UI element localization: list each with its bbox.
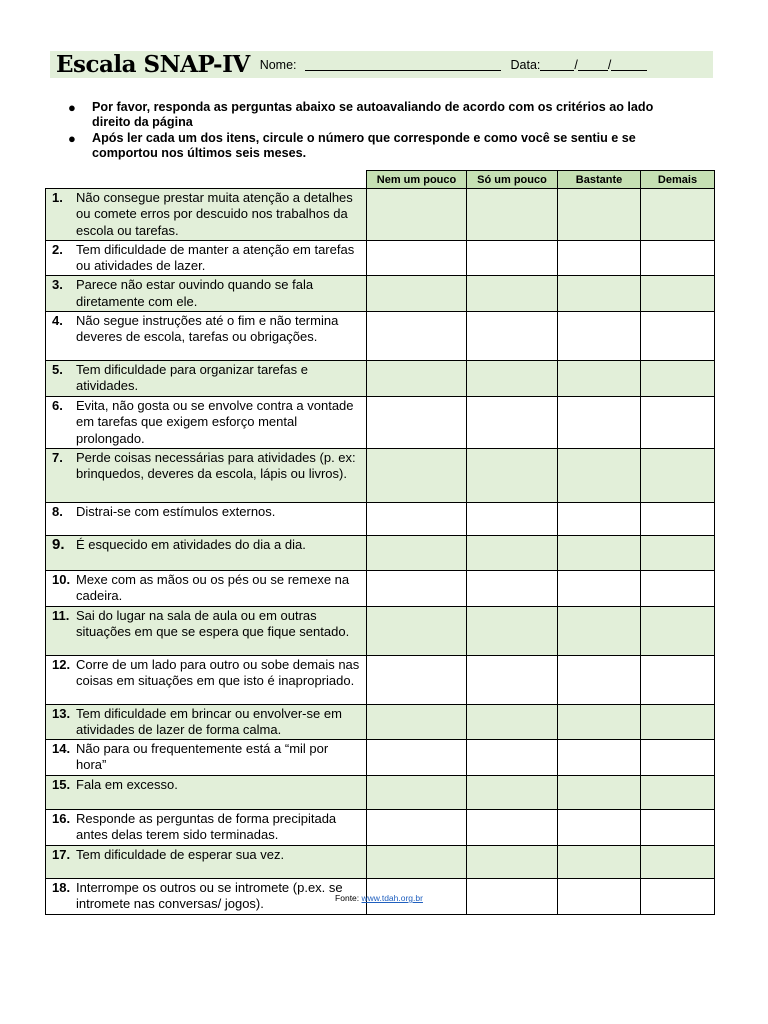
answer-cell-demais[interactable] [641,189,715,241]
table-row [46,276,715,312]
answer-cell-bastante[interactable] [558,448,641,502]
table-row [46,704,715,740]
item-text: Tem dificuldade de manter a atenção em tarefas ou atividades de lazer. [76,241,355,274]
item-cell [46,535,367,570]
source-label: Fonte: [335,893,360,903]
answer-cell-bastante[interactable] [558,570,641,606]
bullet-icon: ● [68,131,76,146]
answer-cell-so-um-pouco[interactable] [467,189,558,241]
date-month-line[interactable] [578,58,608,71]
table-row [46,845,715,878]
answer-cell-nem-um-pouco[interactable] [367,809,467,845]
instruction-item [66,100,686,130]
answer-cell-nem-um-pouco[interactable] [367,240,467,276]
item-number: 6. [52,398,63,414]
table-row [46,397,715,449]
column-header-bastante: Bastante [558,171,641,189]
item-text: Evita, não gosta ou se envolve contra a vontade em tarefas que exigem esforço mental prolongado. [76,398,354,446]
answer-cell-so-um-pouco[interactable] [467,655,558,704]
answer-cell-so-um-pouco[interactable] [467,276,558,312]
answer-cell-nem-um-pouco[interactable] [367,845,467,878]
item-text: Não para ou frequentemente está a “mil por hora” [76,741,329,773]
item-cell [46,502,367,535]
item-number: 1. [52,190,63,205]
answer-cell-bastante[interactable] [558,740,641,776]
item-text: Distrai-se com estímulos externos. [76,503,276,519]
instruction-text: Por favor, responda as perguntas abaixo se autoavaliando de acordo com os critérios ao lado direito da página [92,100,654,129]
item-number: 13. [52,705,71,721]
answer-cell-demais[interactable] [641,740,715,776]
item-number: 12. [52,656,71,672]
item-number: 5. [52,362,63,378]
item-cell [46,775,367,809]
answer-cell-so-um-pouco[interactable] [467,775,558,809]
name-field-line[interactable] [305,58,501,71]
item-cell [46,570,367,606]
answer-cell-bastante[interactable] [558,809,641,845]
answer-cell-demais[interactable] [641,448,715,502]
item-number: 11. [52,607,70,623]
answer-cell-demais[interactable] [641,845,715,878]
answer-cell-bastante[interactable] [558,189,641,241]
answer-cell-demais[interactable] [641,535,715,570]
source-footer [0,893,768,903]
answer-cell-nem-um-pouco[interactable] [367,361,467,397]
answer-cell-so-um-pouco[interactable] [467,312,558,361]
answer-cell-demais[interactable] [641,502,715,535]
table-row [46,189,715,241]
page-title: Escala SNAP-IV [56,51,250,78]
answer-cell-demais[interactable] [641,312,715,361]
answer-cell-so-um-pouco[interactable] [467,606,558,655]
item-cell [46,809,367,845]
source-link[interactable]: www.tdah.org.br [361,893,423,903]
table-row [46,570,715,606]
answer-cell-bastante[interactable] [558,535,641,570]
answer-cell-demais[interactable] [641,570,715,606]
bullet-icon: ● [68,100,76,115]
answer-cell-nem-um-pouco[interactable] [367,570,467,606]
answer-cell-demais[interactable] [641,361,715,397]
item-number: 2. [52,241,63,257]
answer-cell-so-um-pouco[interactable] [467,502,558,535]
item-text: Corre de um lado para outro ou sobe demais nas coisas em situações em que isto é inapropriado. [76,656,360,688]
item-cell [46,704,367,740]
answer-cell-nem-um-pouco[interactable] [367,740,467,776]
date-day-line[interactable] [540,58,574,71]
item-cell [46,240,367,276]
item-cell [46,189,367,241]
answer-cell-demais[interactable] [641,809,715,845]
table-row [46,312,715,361]
table-row [46,240,715,276]
answer-cell-nem-um-pouco[interactable] [367,535,467,570]
item-cell [46,606,367,655]
item-text: Parece não estar ouvindo quando se fala diretamente com ele. [76,277,314,309]
answer-cell-nem-um-pouco[interactable] [367,189,467,241]
table-row [46,809,715,845]
answer-cell-demais[interactable] [641,655,715,704]
item-text: Tem dificuldade em brincar ou envolver-se em atividades de lazer de forma calma. [76,705,342,737]
column-header-nem-um-pouco: Nem um pouco [367,171,467,189]
answer-cell-nem-um-pouco[interactable] [367,276,467,312]
column-header-demais: Demais [641,171,715,189]
answer-cell-bastante[interactable] [558,276,641,312]
name-label: Nome: [259,57,297,72]
instruction-text: Após ler cada um dos itens, circule o número que corresponde e como você se sentiu e se comportou nos últimos seis meses. [92,131,636,160]
answer-cell-bastante[interactable] [558,361,641,397]
item-number: 7. [52,449,63,465]
item-cell [46,448,367,502]
item-number: 4. [52,313,63,329]
item-cell [46,845,367,878]
date-separator: / [607,57,612,72]
table-row [46,535,715,570]
item-number: 16. [52,810,71,826]
answer-cell-nem-um-pouco[interactable] [367,502,467,535]
answer-cell-bastante[interactable] [558,655,641,704]
answer-cell-nem-um-pouco[interactable] [367,655,467,704]
table-row [46,361,715,397]
date-label: Data: [510,57,541,72]
table-row [46,606,715,655]
item-text: Não consegue prestar muita atenção a detalhes ou comete erros por descuido nos trabalhos da escola ou tarefas. [76,190,353,238]
item-number: 10. [52,571,71,587]
item-text: Responde as perguntas de forma precipitada antes delas terem sido terminadas. [76,810,337,843]
item-cell [46,740,367,776]
answer-cell-bastante[interactable] [558,606,641,655]
answer-cell-bastante[interactable] [558,845,641,878]
answer-cell-demais[interactable] [641,397,715,449]
item-cell [46,276,367,312]
table-row [46,448,715,502]
item-number: 18. [52,879,71,895]
answer-cell-bastante[interactable] [558,397,641,449]
answer-cell-nem-um-pouco[interactable] [367,448,467,502]
answer-cell-so-um-pouco[interactable] [467,535,558,570]
answer-cell-so-um-pouco[interactable] [467,240,558,276]
date-separator: / [574,57,578,72]
table-row [46,502,715,535]
answer-cell-so-um-pouco[interactable] [467,448,558,502]
item-text: Fala em excesso. [76,776,178,792]
item-number: 15. [52,776,71,792]
table-row [46,775,715,809]
item-number: 8. [52,503,63,519]
item-number: 9. [52,535,65,553]
item-number: 17. [52,846,71,862]
item-cell [46,312,367,361]
snap-iv-table [45,170,715,915]
answer-cell-demais[interactable] [641,606,715,655]
item-cell [46,397,367,449]
column-header-so-um-pouco: Só um pouco [467,171,558,189]
item-cell [46,655,367,704]
item-text: Interrompe os outros ou se intromete (p.ex. se intromete nas conversas/ jogos). [76,879,343,912]
answer-cell-nem-um-pouco[interactable] [367,775,467,809]
item-text: Sai do lugar na sala de aula ou em outras situações em que se espera que fique sentado. [76,607,350,639]
item-number: 14. [52,741,71,757]
answer-cell-nem-um-pouco[interactable] [367,397,467,449]
answer-cell-so-um-pouco[interactable] [467,570,558,606]
item-number: 3. [52,277,63,293]
answer-cell-demais[interactable] [641,276,715,312]
answer-cell-so-um-pouco[interactable] [467,397,558,449]
item-text: Perde coisas necessárias para atividades (p. ex: brinquedos, deveres da escola, lápis ou livros). [76,449,356,482]
instructions-list [66,100,686,162]
item-text: É esquecido em atividades do dia a dia. [76,536,306,552]
table-row [46,655,715,704]
instruction-item [66,131,686,161]
answer-cell-demais[interactable] [641,704,715,740]
answer-cell-bastante[interactable] [558,312,641,361]
answer-cell-nem-um-pouco[interactable] [367,312,467,361]
answer-cell-nem-um-pouco[interactable] [367,704,467,740]
item-cell [46,361,367,397]
item-text: Mexe com as mãos ou os pés ou se remexe na cadeira. [76,571,350,604]
answer-cell-so-um-pouco[interactable] [467,704,558,740]
table-row [46,740,715,776]
item-text: Tem dificuldade de esperar sua vez. [76,846,285,862]
answer-cell-demais[interactable] [641,775,715,809]
answer-cell-so-um-pouco[interactable] [467,740,558,776]
answer-cell-demais[interactable] [641,240,715,276]
answer-cell-bastante[interactable] [558,502,641,535]
answer-cell-bastante[interactable] [558,775,641,809]
item-text: Não segue instruções até o fim e não termina deveres de escola, tarefas ou obrigações. [76,313,339,345]
item-text: Tem dificuldade para organizar tarefas e atividades. [76,362,308,394]
answer-cell-nem-um-pouco[interactable] [367,606,467,655]
answer-cell-bastante[interactable] [558,704,641,740]
answer-cell-bastante[interactable] [558,240,641,276]
answer-cell-so-um-pouco[interactable] [467,361,558,397]
answer-cell-so-um-pouco[interactable] [467,809,558,845]
header-bar [50,51,713,78]
date-year-line[interactable] [611,58,647,71]
answer-cell-so-um-pouco[interactable] [467,845,558,878]
table-corner [46,171,367,189]
